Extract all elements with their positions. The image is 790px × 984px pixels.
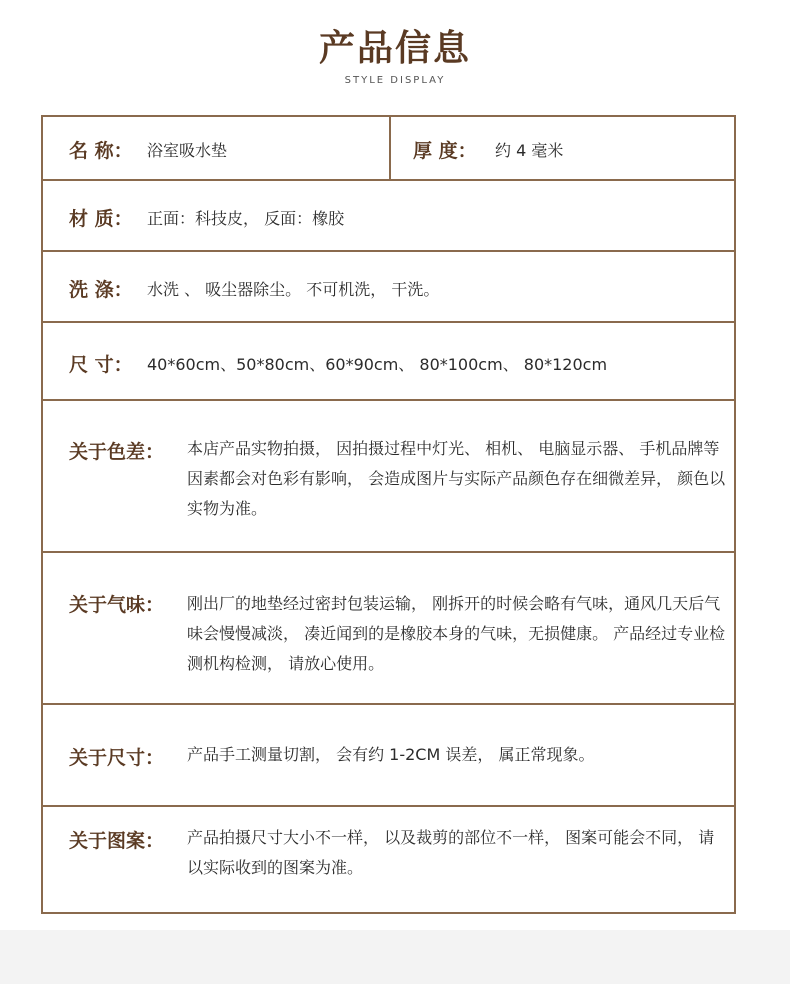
name-label: 名 称：: [69, 140, 133, 162]
page-title: 产品信息: [318, 28, 471, 69]
row-material: [43, 181, 734, 252]
material-label: 材 质：: [69, 208, 133, 230]
row-smell: [43, 553, 734, 705]
thickness-value: 约 4 毫米: [495, 141, 564, 160]
name-value: 浴室吸水垫: [147, 141, 228, 160]
size-note-label: 关于尺寸：: [69, 747, 165, 769]
row-size: [43, 323, 734, 401]
footer-band: [0, 930, 790, 984]
thickness-label: 厚 度：: [413, 140, 477, 162]
smell-value: 刚出厂的地垫经过密封包装运输， 刚拆开的时候会略有气味，通风几天后气味会慢慢减淡， 凑近闻到的是橡胶本身的气味，无损健康。 产品经过专业检测机构检测， 请放心使用。: [187, 594, 726, 673]
color-diff-label: 关于色差：: [69, 441, 165, 463]
row-divider: [389, 117, 391, 179]
size-note-value: 产品手工测量切割， 会有约 1-2CM 误差， 属正常现象。: [187, 745, 595, 764]
washing-label: 洗 涤：: [69, 279, 133, 301]
smell-label: 关于气味：: [69, 594, 165, 616]
row-name-thickness: [43, 117, 734, 181]
page-subtitle: STYLE DISPLAY: [344, 75, 446, 86]
row-color-diff: [43, 401, 734, 553]
product-info-table: [41, 115, 736, 914]
washing-value: 水洗 、 吸尘器除尘。 不可机洗， 干洗。: [147, 280, 440, 299]
row-washing: [43, 252, 734, 323]
row-pattern: [43, 807, 734, 912]
color-diff-value: 本店产品实物拍摄， 因拍摄过程中灯光、 相机、 电脑显示器、 手机品牌等因素都会对色彩有影响， 会造成图片与实际产品颜色存在细微差异， 颜色以实物为准。: [187, 439, 726, 518]
pattern-label: 关于图案：: [69, 830, 165, 852]
size-label: 尺 寸：: [69, 354, 133, 376]
size-value: 40*60cm、50*80cm、60*90cm、 80*100cm、 80*120cm: [147, 355, 608, 374]
pattern-value: 产品拍摄尺寸大小不一样， 以及裁剪的部位不一样， 图案可能会不同， 请以实际收到的图案为准。: [187, 828, 715, 877]
row-size-note: [43, 705, 734, 807]
material-value: 正面：科技皮， 反面：橡胶: [147, 209, 345, 228]
